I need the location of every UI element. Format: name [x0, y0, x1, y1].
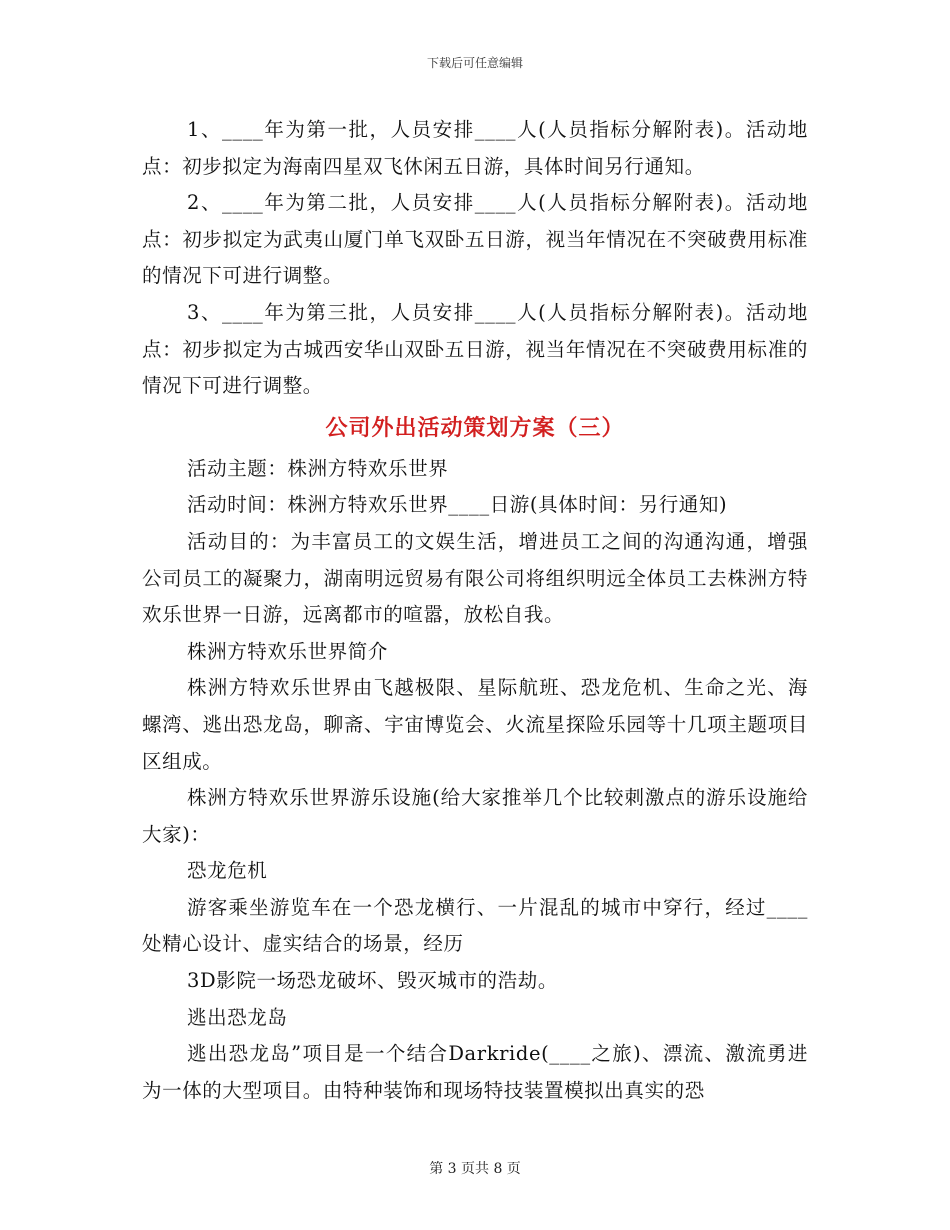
- paragraph-intro-heading: 株洲方特欢乐世界简介: [187, 639, 389, 663]
- section-title: 公司外出活动策划方案（三）: [325, 414, 625, 441]
- paragraph-theme: 活动主题：株洲方特欢乐世界: [187, 456, 449, 480]
- page-header: 下载后可任意编辑: [426, 56, 523, 70]
- paragraph-batch-2: 2、____年为第二批，人员安排____人(人员指标分解附表)。活动地点：初步拟定为武夷山厦门单飞双卧五日游，视当年情况在不突破费用标准的情况下可进行调整。: [142, 191, 808, 288]
- paragraph-3d-cinema: 3D影院一场恐龙破坏、毁灭城市的浩劫。: [187, 969, 558, 993]
- paragraph-batch-1: 1、____年为第一批，人员安排____人(人员指标分解附表)。活动地点：初步拟定为海南四星双飞休闲五日游，具体时间另行通知。: [142, 118, 808, 178]
- paragraph-escape-heading: 逃出恐龙岛: [187, 1005, 288, 1029]
- paragraph-dino-crisis-heading: 恐龙危机: [187, 859, 268, 883]
- page-footer: 第 3 页共 8 页: [429, 1161, 521, 1177]
- paragraph-dino-crisis: 游客乘坐游览车在一个恐龙横行、一片混乱的城市中穿行，经过____处精心设计、虚实结合的场景，经历: [142, 895, 808, 956]
- paragraph-purpose: 活动目的：为丰富员工的文娱生活，增进员工之间的沟通沟通，增强公司员工的凝聚力，湖南明远贸易有限公司将组织明远全体员工去株洲方特欢乐世界一日游，远离都市的喧嚣，放松自我。: [142, 529, 808, 627]
- paragraph-time: 活动时间：株洲方特欢乐世界____日游(具体时间：另行通知): [187, 493, 728, 517]
- paragraph-escape: 逃出恐龙岛”项目是一个结合Darkride(____之旅)、漂流、激流勇进为一体的大型项目。由特种装饰和现场特技装置模拟出真实的恐: [142, 1042, 808, 1102]
- document-body: [142, 112, 808, 1109]
- paragraph-intro: 株洲方特欢乐世界由飞越极限、星际航班、恐龙危机、生命之光、海螺湾、逃出恐龙岛，聊斋、宇宙博览会、火流星探险乐园等十几项主题项目区组成。: [142, 676, 808, 773]
- paragraph-batch-3: 3、____年为第三批，人员安排____人(人员指标分解附表)。活动地点：初步拟定为古城西安华山双卧五日游，视当年情况在不突破费用标准的情况下可进行调整。: [142, 300, 808, 398]
- paragraph-facilities: 株洲方特欢乐世界游乐设施(给大家推举几个比较刺激点的游乐设施给大家)：: [142, 786, 808, 846]
